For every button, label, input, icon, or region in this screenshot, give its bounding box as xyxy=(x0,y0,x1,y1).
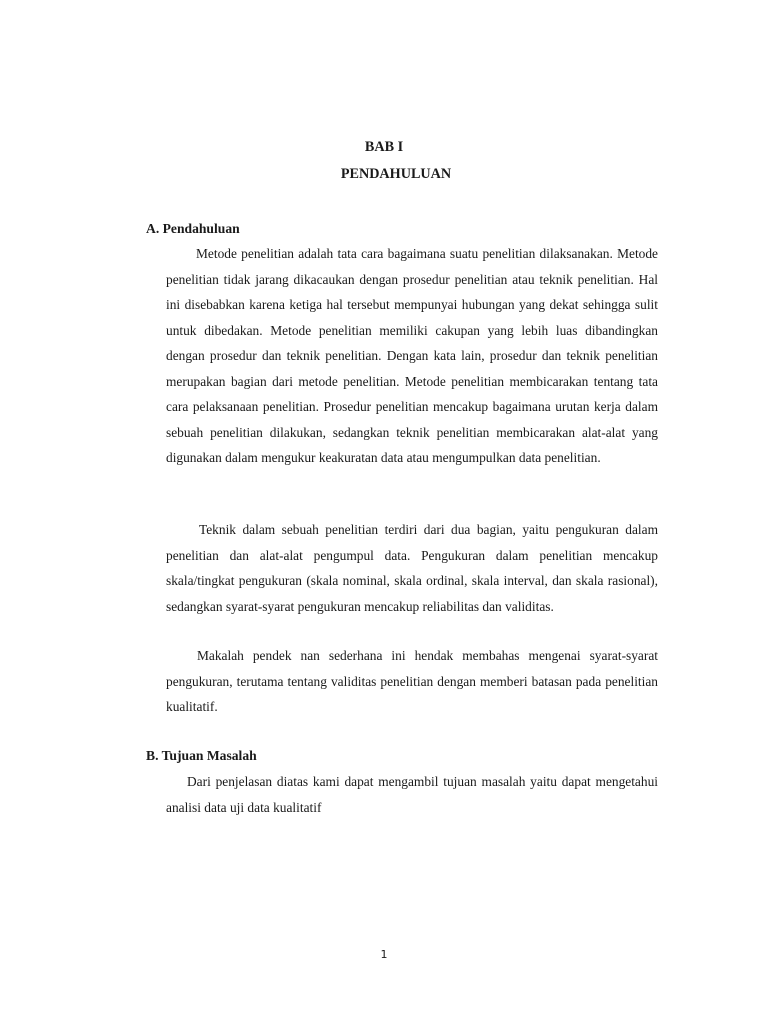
section-heading-tujuan-masalah: B. Tujuan Masalah xyxy=(146,748,257,763)
page-number: 1 xyxy=(380,948,388,961)
paragraph: Metode penelitian adalah tata cara bagaimana suatu penelitian dilaksanakan. Metode penelitian tidak jarang dikacaukan dengan prosedur penelitian atau teknik penelitian. Hal ini disebabkan karena ketiga hal tersebut mempunyai hubungan yang dekat sehingga sulit untuk dibedakan. Metode penelitian memiliki cakupan yang lebih luas dibandingkan dengan prosedur dan teknik penelitian. Dengan kata lain, prosedur dan teknik penelitian merupakan bagian dari metode penelitian. Metode penelitian membicarakan tentang tata cara pelaksanaan penelitian. Prosedur penelitian mencakup bagaimana urutan kerja dalam sebuah penelitian dilakukan, sedangkan teknik penelitian membicarakan alat-alat yang digunakan dalam mengukur keakuratan data atau mengumpulkan data penelitian. xyxy=(166,246,658,465)
paragraph: Teknik dalam sebuah penelitian terdiri dari dua bagian, yaitu pengukuran dalam penelitian dan alat-alat pengumpul data. Pengukuran dalam penelitian mencakup skala/tingkat pengukuran (skala nominal, skala ordinal, skala interval, dan skala rasional), sedangkan syarat-syarat pengukuran mencakup reliabilitas dan validitas. xyxy=(166,522,658,614)
paragraph: Dari penjelasan diatas kami dapat mengambil tujuan masalah yaitu dapat mengetahui analisi data uji data kualitatif xyxy=(166,774,658,815)
paragraph: Makalah pendek nan sederhana ini hendak membahas mengenai syarat-syarat pengukuran, terutama tentang validitas penelitian dengan memberi batasan pada penelitian kualitatif. xyxy=(166,648,658,714)
section-heading-pendahuluan: A. Pendahuluan xyxy=(146,221,240,236)
chapter-title: PENDAHULUAN xyxy=(340,166,452,182)
chapter-number: BAB I xyxy=(364,139,404,155)
